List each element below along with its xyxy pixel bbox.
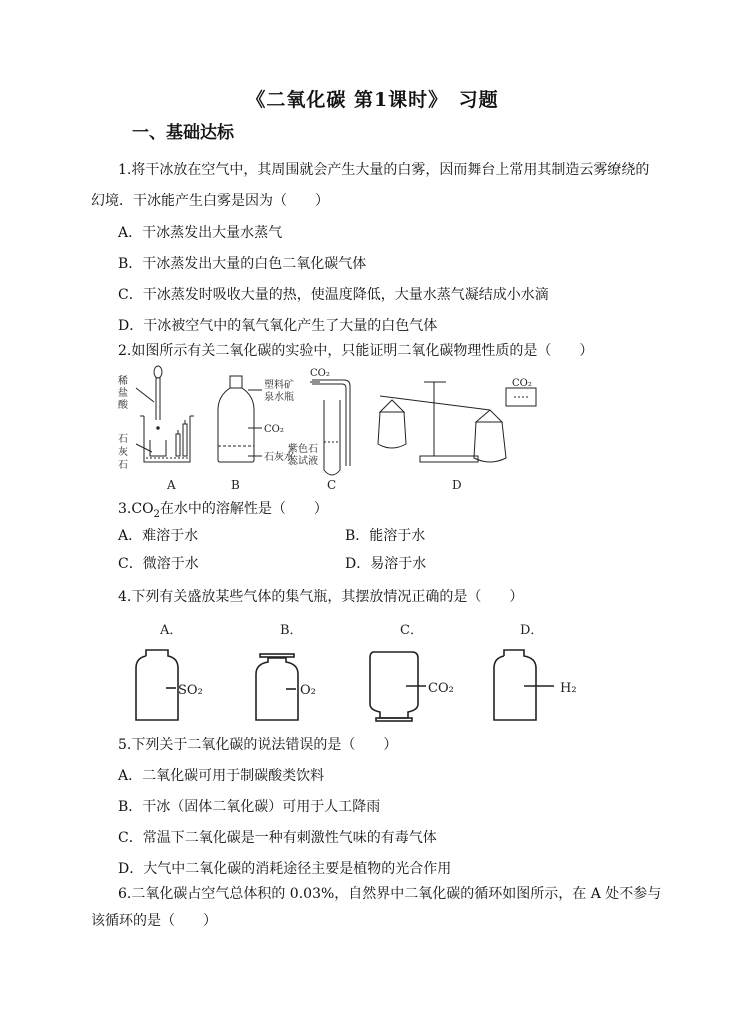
q1-stem-line2: 幻境．干冰能产生白雾是因为（ ） <box>91 193 329 209</box>
q3-option-c: C．微溶于水 <box>118 556 199 572</box>
q2-stem: 2.如图所示有关二氧化碳的实验中，只能证明二氧化碳物理性质的是（ ） <box>118 343 594 359</box>
q3-stem-sub: 2 <box>153 508 160 520</box>
bottle-a <box>136 650 178 720</box>
fig-a-label-3: 酸 <box>118 400 128 411</box>
fig-a-label-4: 石 <box>118 434 128 445</box>
figure-b-bottle <box>218 376 262 462</box>
q4-gas-a: SO₂ <box>178 683 203 698</box>
fig-letter-d: D <box>452 478 462 492</box>
q4-gas-c: CO₂ <box>428 681 454 696</box>
fig-letter-a: A <box>167 478 176 492</box>
fig-c-label-litmus1: 紫色石 <box>288 444 318 455</box>
q4-gas-b: O₂ <box>300 683 316 698</box>
q6-stem-line2: 该循环的是（ ） <box>91 913 217 929</box>
fig-letter-b: B <box>231 478 240 492</box>
fig-b-label-bottle1: 塑料矿 <box>264 380 294 391</box>
q3-stem-pre: 3.CO <box>118 501 154 517</box>
q4-label-b: B． <box>280 623 303 638</box>
q4-gas-d: H₂ <box>560 681 577 696</box>
fig-b-label-lime: 石灰水 <box>264 452 294 463</box>
bottle-c <box>370 652 418 718</box>
section-heading: 一、基础达标 <box>132 123 234 143</box>
q3-stem-post: 在水中的溶解性是（ ） <box>159 501 328 517</box>
q3-stem <box>118 500 328 524</box>
figure-a-beaker <box>136 366 194 462</box>
q4-label-d: D． <box>520 623 544 638</box>
q4-stem: 4.下列有关盛放某些气体的集气瓶，其摆放情况正确的是（ ） <box>118 589 524 605</box>
q2-figure <box>110 362 570 494</box>
fig-b-label-bottle2: 泉水瓶 <box>264 392 294 403</box>
q5-option-a: A．二氧化碳可用于制碳酸类饮料 <box>118 768 325 784</box>
bottle-d <box>494 650 536 720</box>
q3-option-b: B．能溶于水 <box>345 528 426 544</box>
q1-stem-line1: 1.将干冰放在空气中，其周围就会产生大量的白雾，因而舞台上常用其制造云雾缭绕的 <box>118 162 650 178</box>
q4-label-c: C． <box>400 623 423 638</box>
bottle-c-cover <box>376 718 412 721</box>
q1-option-c: C．干冰蒸发时吸收大量的热，使温度降低，大量水蒸气凝结成小水滴 <box>118 287 549 303</box>
q6-stem-line1: 6.二氧化碳占空气总体积的 0.03%，自然界中二氧化碳的循环如图所示，在 A 处不参与 <box>118 886 662 902</box>
q1-option-a: A．干冰蒸发出大量水蒸气 <box>118 225 283 241</box>
fig-a-label-1: 稀 <box>118 376 128 387</box>
q4-figure <box>120 616 600 728</box>
q3-option-d: D．易溶于水 <box>345 556 427 572</box>
q5-stem: 5.下列关于二氧化碳的说法错误的是（ ） <box>118 737 398 753</box>
fig-a-label-5: 灰 <box>118 447 128 458</box>
q4-label-a: A． <box>160 623 183 638</box>
fig-a-label-2: 盐 <box>118 388 128 399</box>
fig-c-label-co2: CO₂ <box>310 368 330 379</box>
q1-option-b: B．干冰蒸发出大量的白色二氧化碳气体 <box>118 256 367 272</box>
fig-d-label-co2: CO₂ <box>512 378 532 389</box>
figure-d-balance <box>378 382 536 462</box>
q5-option-d: D．大气中二氧化碳的消耗途径主要是植物的光合作用 <box>118 861 452 877</box>
fig-letter-c: C <box>327 478 337 492</box>
q5-option-b: B．干冰（固体二氧化碳）可用于人工降雨 <box>118 799 381 815</box>
q3-option-a: A．难溶于水 <box>118 528 199 544</box>
q1-option-d: D．干冰被空气中的氧气氧化产生了大量的白色气体 <box>118 318 438 334</box>
fig-a-label-6: 石 <box>118 460 128 471</box>
fig-c-label-litmus2: 蕊试液 <box>288 456 318 467</box>
q5-option-c: C．常温下二氧化碳是一种有刺激性气味的有毒气体 <box>118 830 437 846</box>
fig-b-label-co2: CO₂ <box>264 424 284 435</box>
bottle-b-cover <box>260 654 294 657</box>
page-title: 《二氧化碳 第1课时》 习题 <box>246 89 499 111</box>
